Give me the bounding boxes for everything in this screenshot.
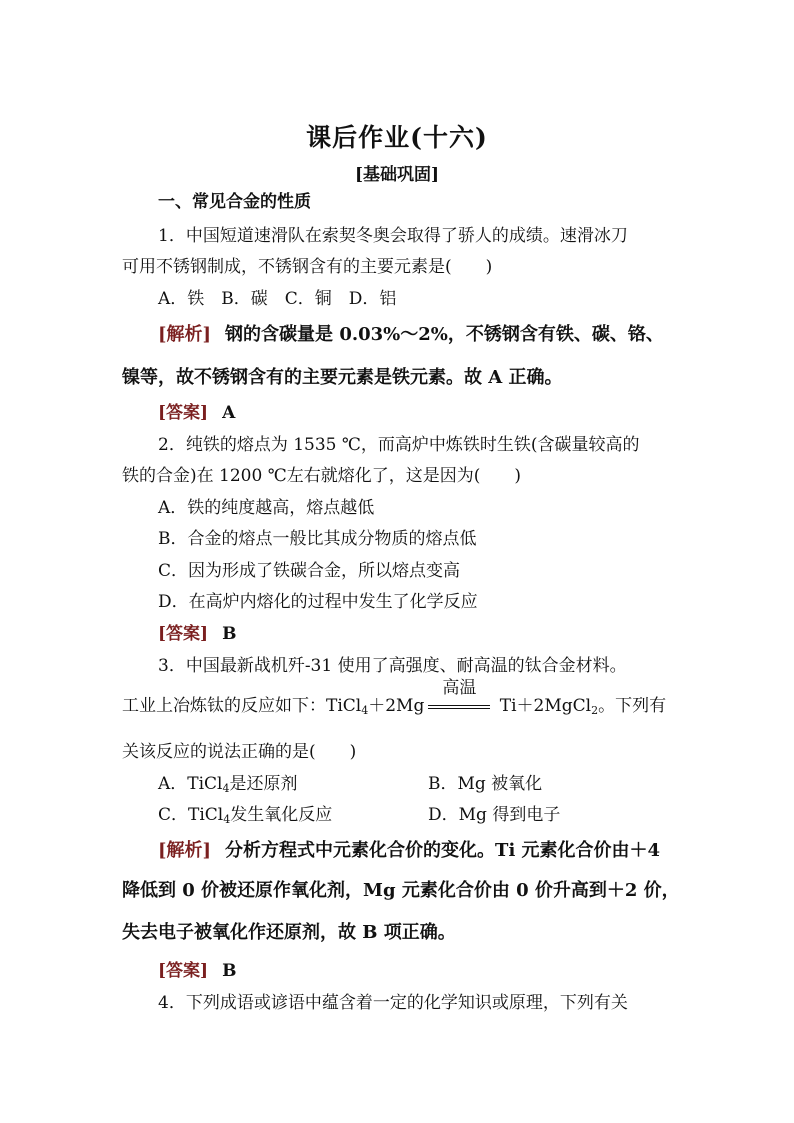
q1-answer-value: A bbox=[222, 403, 236, 423]
q3-stem-line3: 关该反应的说法正确的是( ) bbox=[122, 742, 357, 762]
q4-stem-line1: 4．下列成语或谚语中蕴含着一定的化学知识或原理，下列有关 bbox=[158, 993, 628, 1013]
eq-reactant: ＋2Mg bbox=[368, 696, 425, 716]
section-heading: 一、常见合金的性质 bbox=[158, 192, 311, 212]
q1-stem-line2: 可用不锈钢制成，不锈钢含有的主要元素是( ) bbox=[122, 257, 493, 277]
section-subtitle: [基础巩固] bbox=[354, 165, 440, 185]
opt-c-post: 发生氧化反应 bbox=[230, 805, 333, 825]
answer-tag: [答案] bbox=[158, 961, 209, 981]
q3-stem-line1: 3．中国最新战机歼-31 使用了高强度、耐高温的钛合金材料。 bbox=[158, 656, 627, 676]
q2-answer bbox=[158, 623, 236, 645]
eq-product: Ti＋2MgCl bbox=[494, 696, 592, 716]
answer-tag: [答案] bbox=[158, 403, 209, 423]
q1-options: A．铁 B．碳 C．铜 D．铝 bbox=[158, 289, 397, 309]
opt-a-pre: A．TiCl bbox=[158, 774, 223, 794]
answer-tag: [答案] bbox=[158, 624, 209, 644]
q3-option-c bbox=[158, 804, 332, 831]
page-title: 课后作业(十六) bbox=[306, 123, 488, 152]
q1-answer bbox=[158, 402, 235, 424]
q3-answer bbox=[158, 960, 236, 982]
opt-c-pre: C．TiCl bbox=[158, 805, 224, 825]
opt-c-sub: 4 bbox=[223, 813, 231, 826]
q1-analysis-line2: 镍等，故不锈钢含有的主要元素是铁元素。故 A 正确。 bbox=[122, 367, 563, 388]
q3-analysis-line2: 降低到 0 价被还原作氧化剂，Mg 元素化合价由 0 价升高到＋2 价， bbox=[122, 880, 680, 901]
q3-equation-line bbox=[122, 678, 667, 722]
reaction-condition bbox=[424, 678, 494, 717]
eq-suffix: 。下列有 bbox=[598, 696, 667, 716]
q3-option-a bbox=[158, 773, 298, 800]
analysis-tag: [解析] bbox=[158, 324, 212, 345]
q1-analysis-text1: 钢的含碳量是 0.03%～2%，不锈钢含有铁、碳、铬、 bbox=[225, 324, 664, 345]
opt-a-post: 是还原剂 bbox=[229, 774, 298, 794]
opt-a-sub: 4 bbox=[222, 782, 230, 795]
q2-option-b: B．合金的熔点一般比其成分物质的熔点低 bbox=[158, 529, 477, 549]
q3-option-b: B．Mg 被氧化 bbox=[428, 774, 543, 794]
eq-subscript: 4 bbox=[361, 704, 369, 717]
q1-stem-line1: 1．中国短道速滑队在索契冬奥会取得了骄人的成绩。速滑冰刀 bbox=[158, 226, 628, 246]
q1-analysis-line1 bbox=[158, 324, 664, 346]
q2-option-c: C．因为形成了铁碳合金，所以熔点变高 bbox=[158, 561, 461, 581]
condition-label: 高温 bbox=[442, 678, 477, 698]
q3-answer-value: B bbox=[222, 961, 237, 981]
q2-answer-value: B bbox=[222, 624, 237, 644]
q3-analysis-line3: 失去电子被氧化作还原剂，故 B 项正确。 bbox=[122, 922, 456, 943]
eq-subscript: 2 bbox=[591, 704, 599, 717]
q2-option-d: D．在高炉内熔化的过程中发生了化学反应 bbox=[158, 592, 478, 612]
analysis-tag: [解析] bbox=[158, 840, 212, 861]
q3-option-d: D．Mg 得到电子 bbox=[428, 805, 561, 825]
q2-stem-line1: 2．纯铁的熔点为 1535 ℃，而高炉中炼铁时生铁(含碳量较高的 bbox=[158, 435, 640, 455]
q3-analysis-line1 bbox=[158, 840, 660, 862]
q2-stem-line2: 铁的合金)在 1200 ℃左右就熔化了，这是因为( ) bbox=[122, 466, 521, 486]
equals-bar-bottom bbox=[428, 708, 490, 709]
equals-bar-top bbox=[428, 705, 490, 706]
eq-prefix: 工业上冶炼钛的反应如下：TiCl bbox=[122, 696, 362, 716]
q3-analysis-text1: 分析方程式中元素化合价的变化。Ti 元素化合价由＋4 bbox=[225, 840, 661, 861]
q2-option-a: A．铁的纯度越高，熔点越低 bbox=[158, 498, 375, 518]
